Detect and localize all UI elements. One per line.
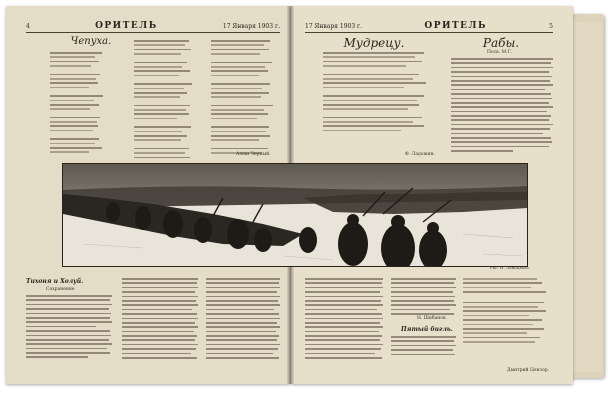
verse-mudretsu [323, 52, 435, 134]
poem-title-mudretsu: Мудрецу. [343, 36, 405, 50]
bottom-right-col-2b [391, 336, 457, 358]
bottom-left-story-title: Тихоня и Холуй. [26, 278, 84, 285]
bottom-right-signature-2: Дмитрий Цензор. [507, 368, 550, 373]
verse-column-2 [134, 40, 196, 161]
bottom-right-col-3 [463, 278, 555, 345]
masthead-right: ОРИТЕЛЬ [424, 21, 487, 31]
raby-dedication: Посв. М.Г. [487, 50, 512, 55]
left-page-header [26, 20, 280, 33]
battle-illustration [62, 163, 528, 267]
right-page-date: 17 Января 1903 г. [305, 22, 363, 30]
bottom-right-col-2 [391, 278, 457, 318]
verse-column-3 [211, 40, 277, 157]
poem-title-left: Чепуха. [70, 36, 112, 47]
story-column-2 [122, 278, 200, 361]
story-column-3 [206, 278, 282, 361]
left-page-number: 4 [26, 22, 30, 30]
prose-raby [451, 58, 555, 155]
mudretsu-signature: Ф. Ладожин. [405, 152, 436, 157]
bottom-right-signature-1: Н. Шибанов. [417, 316, 447, 321]
illustration-drawing [63, 164, 527, 266]
left-page-date: 17 Января 1903 г. [222, 22, 280, 30]
poem-title-raby: Рабы. [482, 36, 520, 50]
bottom-left-story-subtitle: Сохранение [46, 287, 75, 292]
right-page-number: 5 [549, 22, 553, 30]
verse-column-1 [50, 52, 106, 156]
bottom-right-col-1 [305, 278, 385, 361]
bottom-right-story-title: Пятый бигль. [401, 326, 453, 333]
illustration-caption: Рис. Н. Левицкого. [490, 265, 530, 270]
story-column-1 [26, 295, 114, 361]
left-poem-signature: Алеш Черный. [236, 152, 271, 157]
right-page-header [305, 20, 553, 33]
masthead-left: ОРИТЕЛЬ [95, 21, 158, 31]
